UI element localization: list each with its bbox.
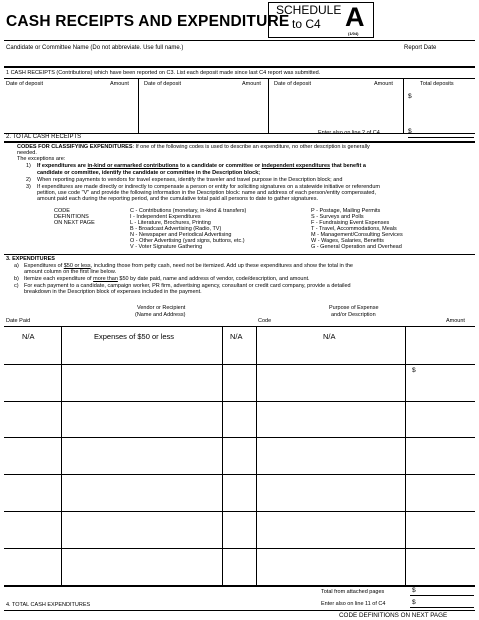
code-item: L - Literature, Brochures, Printing [130, 220, 211, 226]
first-row-date: N/A [22, 332, 35, 341]
total-expenditures-field-line [410, 607, 474, 608]
codes-heading-text: : If one of the following codes is used to describe an expenditure, no other description is generally [132, 144, 370, 150]
first-row-vendor: Expenses of $50 or less [94, 332, 175, 341]
divider [4, 78, 475, 79]
codes-heading-label: CODES FOR CLASSIFYING EXPENDITURES [17, 144, 133, 150]
instruction-b-number: b) [14, 276, 19, 282]
code-item: I - Independent Expenditures [130, 214, 201, 220]
first-row-code: N/A [230, 332, 243, 341]
code-definitions-label: ON NEXT PAGE [54, 220, 95, 226]
col-purpose: Purpose of Expense [329, 305, 379, 311]
report-date-label: Report Date [404, 45, 437, 51]
divider [4, 254, 475, 255]
exception-1-emphasis: in-kind or earmarked contributions [87, 163, 179, 169]
instruction-c-line2: breakdown in the Description block of expenses included in the payment. [24, 289, 202, 295]
schedule-sublabel: to C4 [292, 17, 321, 31]
candidate-name-field[interactable] [4, 52, 402, 64]
exception-2: When reporting payments to vendors for travel expenses, identify the traveler and travel purpose in the Description block; and [37, 177, 343, 183]
enter-also-line11: Enter also on line 11 of C4 [321, 601, 386, 607]
codes-needed: needed. [17, 150, 37, 156]
col-date-of-deposit: Date of deposit [144, 81, 181, 87]
col-code: Code [258, 318, 272, 324]
exception-1-text: to a candidate or committee or [178, 163, 262, 169]
total-cash-receipts-label: 2. TOTAL CASH RECEIPTS [6, 134, 82, 140]
instruction-b-text: $50 by date paid, name and address of vendor, code/description, and amount. [117, 276, 310, 282]
col-amount: Amount [446, 318, 465, 324]
codes-exceptions: The exceptions are: [17, 156, 66, 162]
exception-1-text: that benefit a [330, 163, 366, 169]
total-attached-dollar: $ [412, 587, 416, 594]
divider [4, 610, 475, 611]
deposit-entry-field[interactable] [269, 90, 402, 132]
instruction-b-text: Itemize each expenditure of [24, 276, 94, 282]
instruction-c-number: c) [14, 283, 19, 289]
total-receipts-dollar: $ [408, 128, 412, 135]
code-definitions-label: CODE [54, 208, 70, 214]
code-item: G - General Operation and Overhead [311, 244, 402, 250]
total-cash-expenditures-label: 4. TOTAL CASH EXPENDITURES [6, 602, 91, 608]
instruction-a-emphasis: $50 or less [63, 263, 91, 269]
col-purpose-sub: and/or Description [331, 312, 376, 318]
table-bottom [4, 585, 475, 587]
col-vendor: Vendor or Recipient [137, 305, 186, 311]
exception-1-emphasis: independent expenditures [261, 163, 331, 169]
code-definitions-next-page: CODE DEFINITIONS ON NEXT PAGE [339, 612, 448, 619]
instruction-a-number: a) [14, 263, 19, 269]
enter-also-line2: Enter also on line 2 of C4 [318, 130, 380, 136]
report-date-field[interactable] [404, 52, 474, 64]
instruction-a-text: Expenditures of [24, 263, 64, 269]
col-total-deposits: Total deposits [420, 81, 454, 87]
instruction-b-emphasis: more than [93, 276, 118, 282]
exception-1-line2: candidate or committee, identify the candidate or committee in the Description block; [37, 170, 261, 176]
code-item: F - Fundraising Event Expenses [311, 220, 390, 226]
first-row-purpose: N/A [323, 332, 336, 341]
code-definitions-label: DEFINITIONS [54, 214, 89, 220]
code-item: P - Postage, Mailing Permits [311, 208, 381, 214]
schedule-letter: A [345, 2, 365, 32]
exception-3-line1: If expenditures are made directly or indirectly to compensate a person or entity for soliciting signatures on a statewide initiative or referendum [37, 184, 381, 190]
column-divider [256, 326, 257, 585]
column-divider [222, 326, 223, 585]
exception-2-number: 2) [26, 177, 31, 183]
section3-title: 3. EXPENDITURES [6, 256, 55, 262]
total-attached-label: Total from attached pages [321, 589, 385, 595]
total-expenditures-dollar: $ [412, 599, 416, 606]
code-item: T - Travel, Accommodations, Meals [311, 226, 397, 232]
section1-title: 1 CASH RECEIPTS (Contributions) which have been reported on C3. List each deposit made since last C4 report was submitted. [6, 70, 321, 76]
section-divider [4, 66, 475, 68]
col-date-of-deposit: Date of deposit [274, 81, 311, 87]
instruction-a-line2: amount column on the first line below. [24, 269, 117, 275]
code-item: O - Other Advertising (yard signs, buttons, etc.) [130, 238, 245, 244]
code-item: N - Newspaper and Periodical Advertising [130, 232, 232, 238]
instruction-c-line1: For each payment to a candidate, campaign worker, PR firm, advertising agency, consultant or credit card company, provide a detailed [24, 283, 351, 289]
total-attached-field-line [410, 595, 474, 596]
col-date-paid: Date Paid [6, 318, 31, 324]
exception-3-number: 3) [26, 184, 31, 190]
divider [4, 40, 475, 41]
schedule-label: SCHEDULE [276, 3, 342, 17]
column-divider [403, 78, 404, 133]
deposit-entry-field[interactable] [139, 90, 267, 132]
col-date-of-deposit: Date of deposit [6, 81, 43, 87]
deposit-entry-field[interactable] [4, 90, 137, 132]
codes-heading [17, 144, 472, 150]
section-divider [4, 141, 475, 143]
code-item: S - Surveys and Polls [311, 214, 364, 220]
code-item: M - Management/Consulting Services [311, 232, 403, 238]
code-item: C - Contributions (monetary, in-kind & transfers) [130, 208, 247, 214]
code-item: W - Wages, Salaries, Benefits [311, 238, 384, 244]
candidate-name-label: Candidate or Committee Name (Do not abbreviate. Use full name.) [6, 45, 184, 51]
column-divider [405, 326, 406, 585]
code-item: B - Broadcast Advertising (Radio, TV) [130, 226, 222, 232]
col-vendor-sub: (Name and Address) [135, 312, 186, 318]
form-title: CASH RECEIPTS AND EXPENDITURE [6, 13, 290, 30]
col-amount: Amount [374, 81, 393, 87]
column-divider [61, 326, 62, 585]
total-receipts-field-line [408, 137, 474, 138]
first-row-dollar: $ [412, 367, 416, 374]
col-amount: Amount [110, 81, 129, 87]
exception-1-text: If expenditures are [37, 163, 88, 169]
instruction-a-text: , including those from petty cash, need not be itemized. Add up these expenditures and show the total in the [90, 263, 353, 269]
exception-1 [37, 163, 477, 169]
exception-1-number: 1) [26, 163, 31, 169]
total-deposits-dollar: $ [408, 93, 412, 100]
schedule-revision-date: (1/04) [348, 31, 359, 36]
exception-3-line3: amount paid each during the reporting period, and the cumulative total paid all persons to date to gather signatures. [37, 196, 318, 202]
exception-3-line2: petition, use code "V" and provide the following information in the Description block: name and address of each person/entity compensated, [37, 190, 376, 196]
instruction-b [24, 276, 310, 282]
code-item: V - Voter Signature Gathering [130, 244, 203, 250]
col-amount: Amount [242, 81, 261, 87]
